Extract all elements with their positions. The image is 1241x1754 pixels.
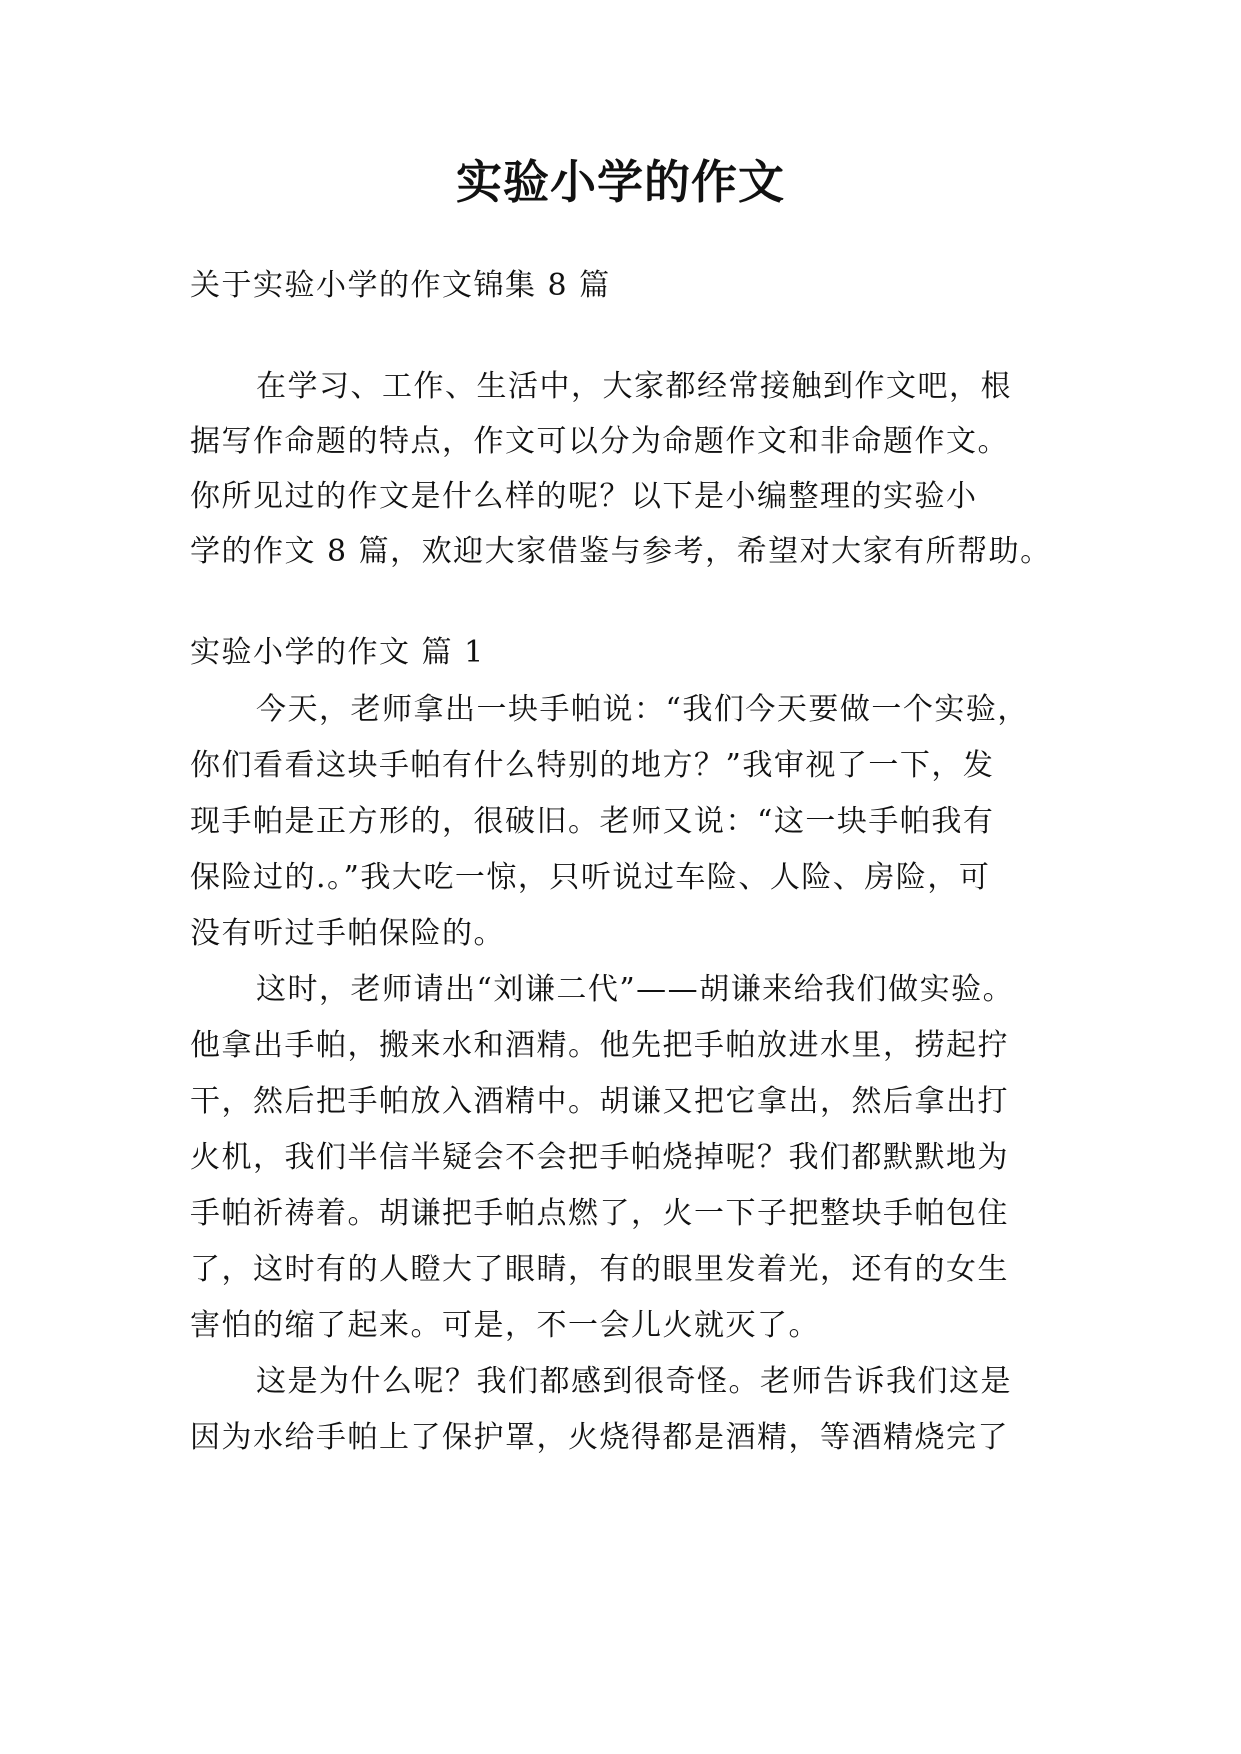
paragraph-line: 你们看看这块手帕有什么特别的地方？”我审视了一下，发 (190, 748, 995, 783)
document-title: 实验小学的作文 (456, 155, 785, 209)
paragraph-line: 害怕的缩了起来。可是，不一会儿火就灭了。 (190, 1308, 820, 1343)
document-subtitle: 关于实验小学的作文锦集 8 篇 (190, 268, 611, 303)
paragraph-line: 这是为什么呢？我们都感到很奇怪。老师告诉我们这是 (256, 1364, 1012, 1399)
paragraph-line: 他拿出手帕，搬来水和酒精。他先把手帕放进水里，捞起拧 (190, 1028, 1009, 1063)
paragraph-line: 干，然后把手帕放入酒精中。胡谦又把它拿出，然后拿出打 (190, 1084, 1009, 1119)
intro-line: 学的作文 8 篇，欢迎大家借鉴与参考，希望对大家有所帮助。 (190, 534, 1052, 569)
paragraph-line: 现手帕是正方形的，很破旧。老师又说：“这一块手帕我有 (190, 804, 995, 839)
paragraph-line: 火机，我们半信半疑会不会把手帕烧掉呢？我们都默默地为 (190, 1140, 1009, 1175)
intro-line: 在学习、工作、生活中，大家都经常接触到作文吧，根 (256, 369, 1012, 404)
paragraph-line: 这时，老师请出“刘谦二代”——胡谦来给我们做实验。 (256, 972, 1015, 1007)
intro-line: 据写作命题的特点，作文可以分为命题作文和非命题作文。 (190, 424, 1009, 459)
paragraph-line: 保险过的.。”我大吃一惊，只听说过车险、人险、房险，可 (190, 860, 991, 895)
paragraph-line: 了，这时有的人瞪大了眼睛，有的眼里发着光，还有的女生 (190, 1252, 1009, 1287)
section-heading: 实验小学的作文 篇 1 (190, 635, 485, 670)
paragraph-line: 因为水给手帕上了保护罩，火烧得都是酒精，等酒精烧完了 (190, 1420, 1009, 1455)
intro-line: 你所见过的作文是什么样的呢？以下是小编整理的实验小 (190, 479, 978, 514)
paragraph-line: 今天，老师拿出一块手帕说：“我们今天要做一个实验， (256, 692, 1029, 727)
paragraph-line: 手帕祈祷着。胡谦把手帕点燃了，火一下子把整块手帕包住 (190, 1196, 1009, 1231)
paragraph-line: 没有听过手帕保险的。 (190, 916, 505, 951)
